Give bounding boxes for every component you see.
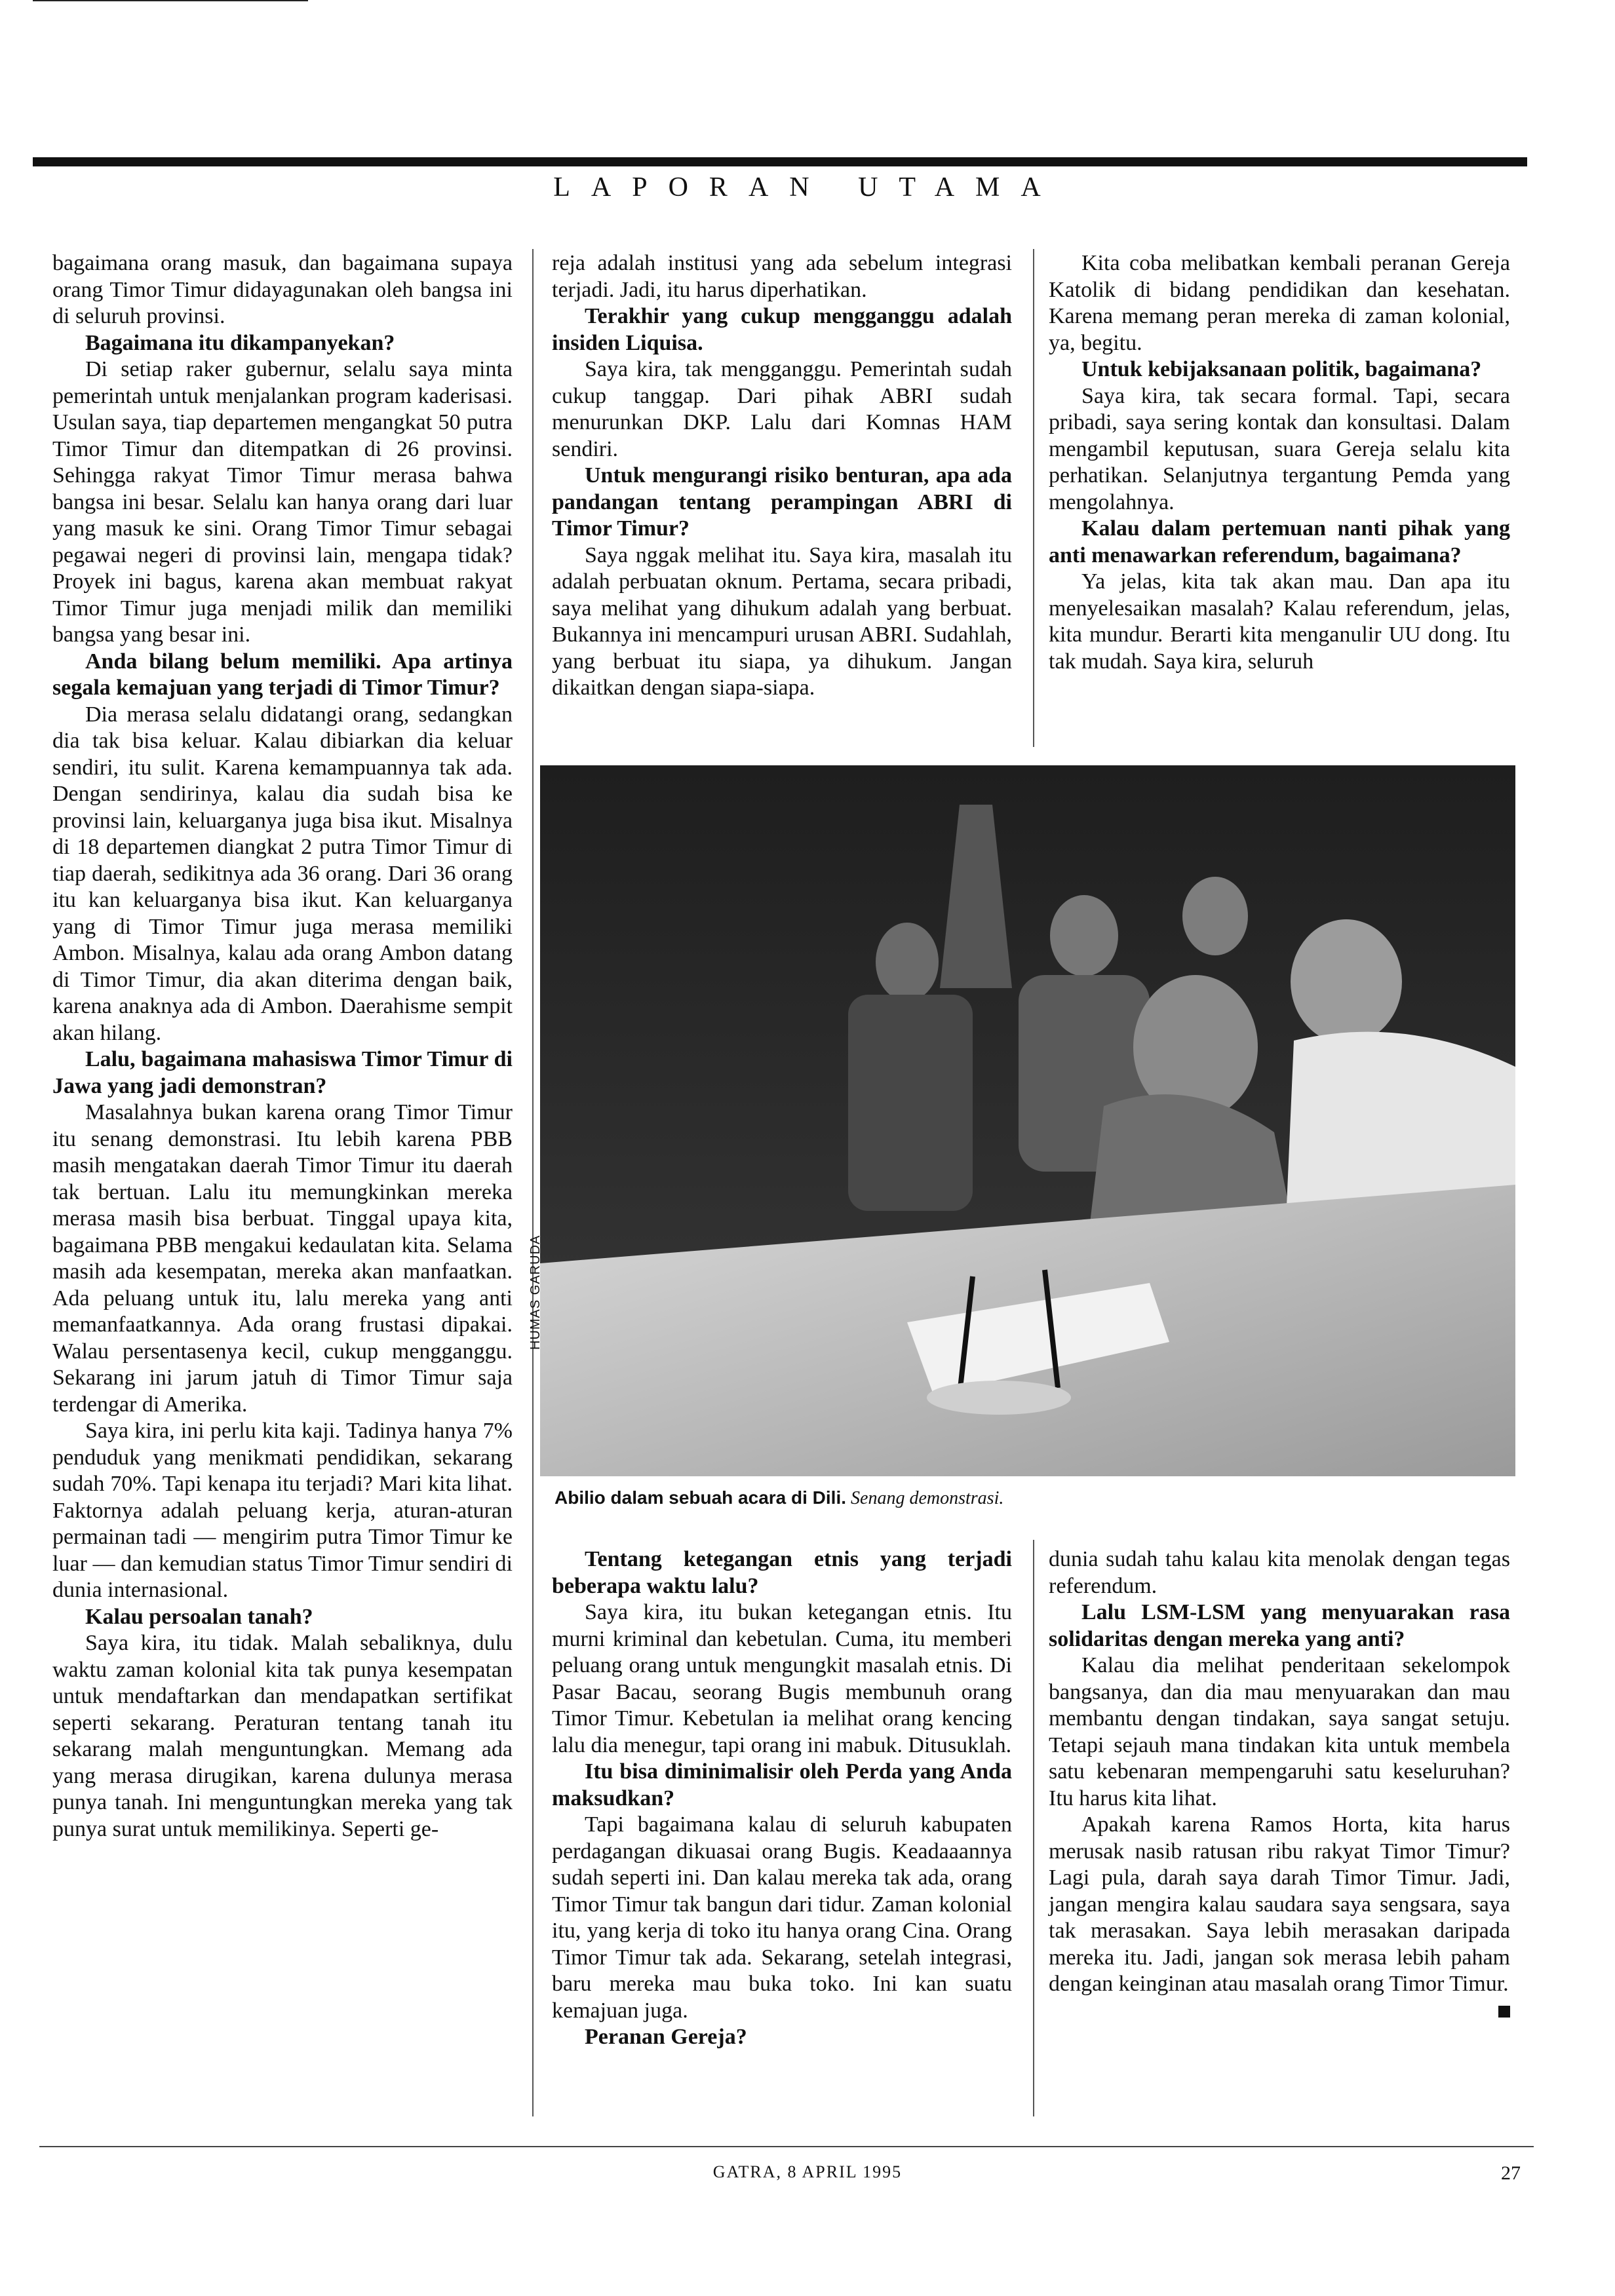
interview-answer: Dia merasa selalu didatangi orang, sedangkan dia tak bisa keluar. Kalau dibiarkan dia keluar sendiri, itu sulit. Karena kemampuannya tak ada. Dengan sendirinya, kalau dia sudah bisa ke provinsi lain, keluarganya juga bisa ikut. Misalnya di 18 departemen diangkat 2 putra Timor Timur di tiap daerah, sedikitnya ada 36 orang. Dari 36 orang itu kan keluarganya bisa ikut. Kan keluarganya yang di Timor Timur juga merasa memiliki Ambon. Misalnya, kalau ada orang Ambon datang di Timor Timur, dia akan diterima dengan baik, karena anaknya ada di Ambon. Daerahisme sempit akan hilang.: [52, 702, 513, 1045]
caption-bold: Abilio dalam sebuah acara di Dili.: [555, 1487, 847, 1508]
interview-question: Lalu, bagaimana mahasiswa Timor Timur di Jawa yang jadi demonstran?: [52, 1047, 513, 1098]
interview-question: Kalau dalam pertemuan nanti pihak yang anti menawarkan referendum, bagaimana?: [1049, 516, 1510, 567]
column-right-top: [1049, 250, 1510, 675]
column-divider-right-top: [1033, 249, 1034, 747]
interview-answer: Saya kira, tak secara formal. Tapi, secara pribadi, saya sering kontak dan konsultasi. Dalam mengambil keputusan, suara Gereja selalu kita perhatikan. Selanjutnya tergantung Pemda yang mengolahnya.: [1049, 383, 1510, 514]
interview-answer: Di setiap raker gubernur, selalu saya minta pemerintah untuk menjalankan program kaderisasi. Usulan saya, tiap departemen mengangkat 50 putra Timor Timur dan ditempatkan di 26 provinsi. Sehingga rakyat Timor Timur merasa bahwa bangsa ini besar. Selalu kan hanya orang dari luar yang masuk ke sini. Orang Timor Timur sebagai pegawai negeri di provinsi lain, mengapa tidak? Proyek ini bagus, karena akan membuat rakyat Timor Timur juga menjadi milik dan memiliki bangsa yang besar ini.: [52, 357, 513, 647]
column-divider-right-bottom: [1033, 1540, 1034, 2116]
interview-question: Terakhir yang cukup mengganggu adalah insiden Liquisa.: [552, 304, 1012, 355]
footer-publication: GATRA, 8 APRIL 1995: [712, 2162, 903, 2181]
column-left: [52, 250, 513, 1843]
interview-question: Anda bilang belum memiliki. Apa artinya segala kemajuan yang terjadi di Timor Timur?: [52, 649, 513, 700]
interview-question: Itu bisa diminimalisir oleh Perda yang Anda maksudkan?: [552, 1759, 1012, 1810]
interview-answer: reja adalah institusi yang ada sebelum integrasi terjadi. Jadi, itu harus diperhatikan.: [552, 251, 1012, 302]
column-divider-left: [532, 249, 534, 2116]
interview-answer: Kalau dia melihat penderitaan sekelompok bangsanya, dan dia mau menyuarakan dan mau membantu dengan tindakan, saya sangat setuju. Tetapi sejauh mana tindakan kita untuk membela satu kebenaran mempengaruhi satu keseluruhan? Itu harus kita lihat.: [1049, 1653, 1510, 1810]
interview-question: Peranan Gereja?: [585, 2025, 747, 2049]
interview-answer: Saya kira, ini perlu kita kaji. Tadinya hanya 7% penduduk yang menikmati pendidikan, sekarang sudah 70%. Tapi kenapa itu terjadi? Mari kita lihat. Faktornya adalah peluang kerja, aturan-aturan permainan tadi — mengirim putra Timor Timur ke luar — dan kemudian status Timor Timur sendiri di dunia internasional.: [52, 1419, 513, 1602]
interview-answer: Ya jelas, kita tak akan mau. Dan apa itu menyelesaikan masalah? Kalau referendum, jelas, kita mundur. Berarti kita menganulir UU dong. Itu tak mudah. Saya kira, seluruh: [1049, 569, 1510, 674]
article-photo: [540, 765, 1515, 1476]
interview-answer: Saya kira, itu tidak. Malah sebaliknya, dulu waktu zaman kolonial kita tak punya kesempatan untuk mendaftarkan dan mendapatkan sertifikat seperti sekarang. Peraturan tentang tanah itu sekarang malah menguntungkan. Memang ada yang merasa dirugikan, karena dulunya merasa punya tanah. Ini menguntungkan mereka yang tak punya surat untuk memilikinya. Seperti ge-: [52, 1631, 513, 1841]
interview-answer: Masalahnya bukan karena orang Timor Timur itu senang demonstrasi. Itu lebih karena PBB masih mengatakan daerah Timor Timur itu daerah tak bertuan. Lalu itu memungkinkan mereka merasa masih bisa berbuat. Tinggal upaya kita, bagaimana PBB mengakui kedaulatan kita. Selama masih ada kesempatan, mereka akan manfaatkan. Ada peluang untuk itu, lalu mereka yang anti memanfaatkannya. Ada orang frustasi dipakai. Walau persentasenya kecil, cukup mengganggu. Sekarang ini jarum jatuh di Timor Timur saja terdengar di Amerika.: [52, 1100, 513, 1417]
interview-answer: dunia sudah tahu kalau kita menolak dengan tegas referendum.: [1049, 1547, 1510, 1598]
column-middle-bottom: [552, 1546, 1012, 2051]
interview-question: Untuk mengurangi risiko benturan, apa ada pandangan tentang perampingan ABRI di Timor Timur?: [552, 463, 1012, 541]
section-title: LAPORAN UTAMA: [553, 172, 1062, 202]
top-edge-line: [33, 0, 308, 1]
interview-answer: Tapi bagaimana kalau di seluruh kabupaten perdagangan dikuasai orang Bugis. Keadaaannya sudah seperti ini. Dan kalau mereka tak ada, orang Timor Timur tak bangun dari tidur. Zaman kolonial itu, yang kerja di toko itu hanya orang Cina. Orang Timor Timur tak ada. Sekarang, setelah integrasi, baru mereka mau buka toko. Ini kan suatu kemajuan juga.: [552, 1812, 1012, 2023]
column-right-bottom: [1049, 1546, 1510, 2024]
interview-answer: Kita coba melibatkan kembali peranan Gereja Katolik di bidang pendidikan dan kesehatan. Karena memang peran mereka di zaman kolonial, ya, begitu.: [1049, 251, 1510, 355]
interview-question: Untuk kebijaksanaan politik, bagaimana?: [1081, 357, 1482, 381]
interview-question: Kalau persoalan tanah?: [85, 1604, 313, 1629]
interview-answer: Saya kira, tak mengganggu. Pemerintah sudah cukup tanggap. Dari pihak ABRI sudah menurunkan DKP. Lalu dari Komnas HAM sendiri.: [552, 357, 1012, 461]
interview-answer: Saya nggak melihat itu. Saya kira, masalah itu adalah perbuatan oknum. Pertama, secara pribadi, saya melihat yang dihukum adalah yang berbuat. Bukannya ini mencampuri urusan ABRI. Sudahlah, yang berbuat itu siapa, ya dihukum. Jangan dikaitkan dengan siapa-siapa.: [552, 543, 1012, 700]
interview-question: Tentang ketegangan etnis yang terjadi beberapa waktu lalu?: [552, 1547, 1012, 1598]
photo-credit: HUMAS GARUDA: [528, 1234, 543, 1350]
photo-caption: [555, 1487, 1003, 1509]
interview-question: Lalu LSM-LSM yang menyuarakan rasa solidaritas dengan mereka yang anti?: [1049, 1600, 1510, 1651]
header-rule: [33, 157, 1527, 166]
footer-rule: [39, 2146, 1534, 2147]
interview-answer: Saya kira, itu bukan ketegangan etnis. Itu murni kriminal dan kebetulan. Cuma, itu memberi peluang orang untuk mengungkit masalah etnis. Di Pasar Bacau, seorang Bugis membunuh orang Timor Timur. Kebetulan ia melihat orang kencing lalu dia menegur, tapi orang ini mabuk. Ditusuklah.: [552, 1600, 1012, 1757]
interview-answer: Apakah karena Ramos Horta, kita harus merusak nasib ratusan ribu rakyat Timor Timur? Lagi pula, darah saya darah Timor Timur. Jadi, jangan mengira kalau saudara saya sengsara, saya tak merasakan. Saya lebih merasakan daripada mereka itu. Jadi, jangan sok merasa lebih paham dengan keinginan atau masalah orang Timor Timur.: [1049, 1812, 1510, 1996]
interview-question: Bagaimana itu dikampanyekan?: [85, 330, 395, 355]
caption-italic: Senang demonstrasi.: [851, 1488, 1004, 1508]
interview-answer: bagaimana orang masuk, dan bagaimana supaya orang Timor Timur didayagunakan oleh bangsa ini di seluruh provinsi.: [52, 251, 513, 328]
end-of-article-mark: [1049, 1998, 1510, 2025]
column-middle-top: [552, 250, 1012, 702]
page-number: 27: [1501, 2162, 1521, 2184]
